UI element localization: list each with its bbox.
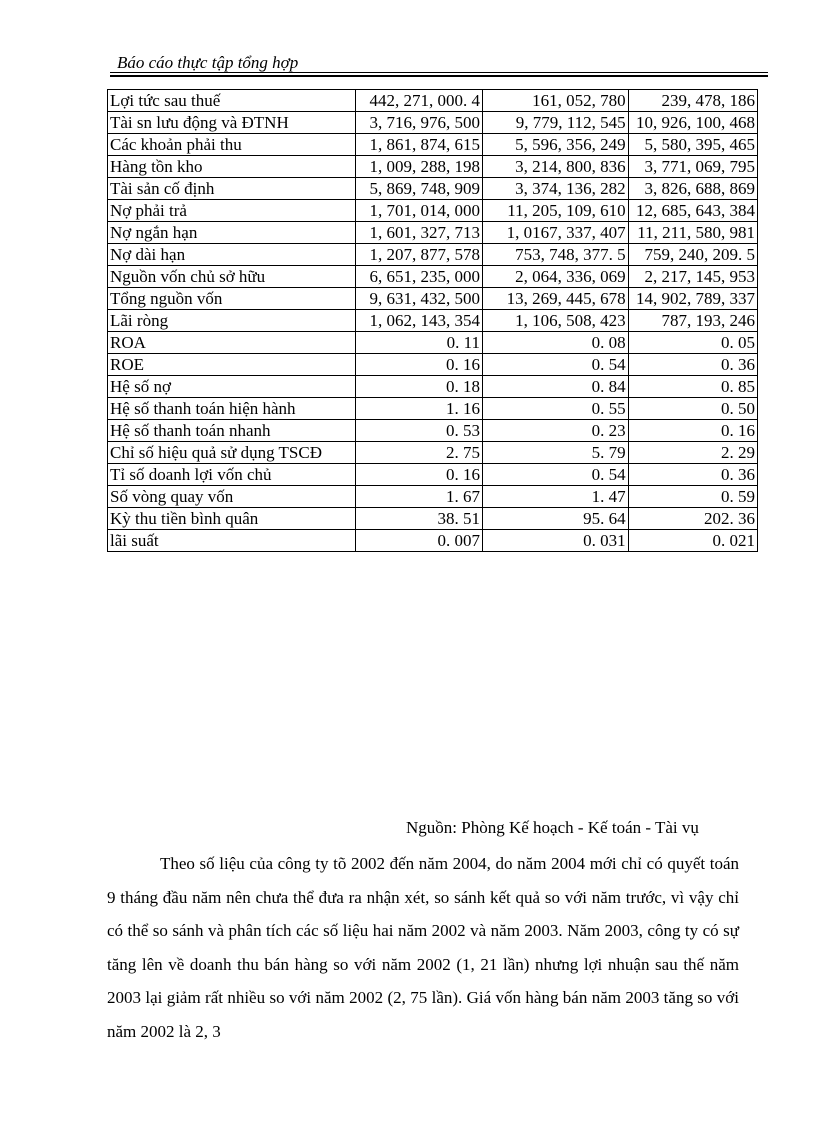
value-2002: 5, 869, 748, 909	[355, 178, 482, 200]
value-2003: 11, 205, 109, 610	[483, 200, 629, 222]
value-2002: 9, 631, 432, 500	[355, 288, 482, 310]
value-2003: 0. 08	[483, 332, 629, 354]
value-2002: 0. 16	[355, 354, 482, 376]
row-label: ROE	[108, 354, 356, 376]
value-2003: 1, 106, 508, 423	[483, 310, 629, 332]
financial-table	[107, 89, 758, 552]
value-2002: 6, 651, 235, 000	[355, 266, 482, 288]
value-2002: 1, 701, 014, 000	[355, 200, 482, 222]
body-paragraph: Theo số liệu của công ty tõ 2002 đến năm 2004, do năm 2004 mới chỉ có quyết toán 9 tháng đầu năm nên chưa thể đưa ra nhận xét, so sánh kết quả so với năm trước, vì vậy chỉ có thể so sánh và phân tích các số liệu hai năm 2002 và năm 2003. Năm 2003, công ty có sự tăng lên về doanh thu bán hàng so với năm 2002 (1, 21 lần) nhưng lợi nhuận sau thế năm 2003 lại giảm rất nhiều so với năm 2002 (2, 75 lần). Giá vốn hàng bán năm 2003 tăng so với năm 2002 là 2, 3	[107, 854, 739, 1041]
value-2002: 0. 16	[355, 464, 482, 486]
value-2002: 1, 062, 143, 354	[355, 310, 482, 332]
value-2004: 2, 217, 145, 953	[628, 266, 757, 288]
value-2002: 0. 11	[355, 332, 482, 354]
value-2002: 2. 75	[355, 442, 482, 464]
row-label: ROA	[108, 332, 356, 354]
value-2004: 10, 926, 100, 468	[628, 112, 757, 134]
value-2003: 9, 779, 112, 545	[483, 112, 629, 134]
value-2004: 3, 771, 069, 795	[628, 156, 757, 178]
value-2004: 11, 211, 580, 981	[628, 222, 757, 244]
value-2004: 5, 580, 395, 465	[628, 134, 757, 156]
value-2002: 442, 271, 000. 4	[355, 90, 482, 112]
value-2002: 0. 007	[355, 530, 482, 552]
value-2003: 95. 64	[483, 508, 629, 530]
table-row	[108, 420, 758, 442]
value-2002: 38. 51	[355, 508, 482, 530]
value-2004: 0. 85	[628, 376, 757, 398]
page-header-title: Báo cáo thực tập tổng hợp	[117, 53, 299, 72]
value-2004: 12, 685, 643, 384	[628, 200, 757, 222]
table-row	[108, 156, 758, 178]
value-2003: 161, 052, 780	[483, 90, 629, 112]
row-label: Tài sản cố định	[108, 178, 356, 200]
value-2003: 1, 0167, 337, 407	[483, 222, 629, 244]
value-2003: 1. 47	[483, 486, 629, 508]
value-2004: 0. 16	[628, 420, 757, 442]
table-row	[108, 442, 758, 464]
value-2003: 0. 031	[483, 530, 629, 552]
table-row	[108, 266, 758, 288]
table-source-note: Nguồn: Phòng Kế hoạch - Kế toán - Tài vụ	[406, 818, 699, 837]
table-row	[108, 112, 758, 134]
table-row	[108, 178, 758, 200]
row-label: Hàng tồn kho	[108, 156, 356, 178]
row-label: Nguồn vốn chủ sở hữu	[108, 266, 356, 288]
table-row	[108, 508, 758, 530]
table-row	[108, 332, 758, 354]
value-2003: 3, 374, 136, 282	[483, 178, 629, 200]
table-row	[108, 90, 758, 112]
table-row	[108, 134, 758, 156]
financial-table-body	[108, 90, 758, 552]
value-2002: 1, 861, 874, 615	[355, 134, 482, 156]
table-row	[108, 486, 758, 508]
row-label: Lãi ròng	[108, 310, 356, 332]
value-2003: 0. 55	[483, 398, 629, 420]
value-2004: 0. 021	[628, 530, 757, 552]
value-2002: 1, 009, 288, 198	[355, 156, 482, 178]
table-row	[108, 398, 758, 420]
value-2002: 3, 716, 976, 500	[355, 112, 482, 134]
row-label: Hệ số nợ	[108, 376, 356, 398]
value-2004: 3, 826, 688, 869	[628, 178, 757, 200]
value-2003: 5, 596, 356, 249	[483, 134, 629, 156]
row-label: Tổng nguồn vốn	[108, 288, 356, 310]
row-label: Tài sn lưu động và ĐTNH	[108, 112, 356, 134]
table-row	[108, 222, 758, 244]
table-row	[108, 310, 758, 332]
table-row	[108, 464, 758, 486]
value-2003: 0. 54	[483, 354, 629, 376]
value-2004: 787, 193, 246	[628, 310, 757, 332]
table-row	[108, 530, 758, 552]
table-row	[108, 354, 758, 376]
value-2003: 3, 214, 800, 836	[483, 156, 629, 178]
value-2003: 0. 84	[483, 376, 629, 398]
row-label: Các khoản phải thu	[108, 134, 356, 156]
row-label: Nợ dài hạn	[108, 244, 356, 266]
row-label: Hệ số thanh toán nhanh	[108, 420, 356, 442]
value-2004: 759, 240, 209. 5	[628, 244, 757, 266]
row-label: Hệ số thanh toán hiện hành	[108, 398, 356, 420]
row-label: Nợ ngắn hạn	[108, 222, 356, 244]
value-2004: 2. 29	[628, 442, 757, 464]
value-2004: 0. 36	[628, 354, 757, 376]
value-2004: 0. 05	[628, 332, 757, 354]
value-2002: 1, 207, 877, 578	[355, 244, 482, 266]
value-2002: 1. 16	[355, 398, 482, 420]
value-2003: 753, 748, 377. 5	[483, 244, 629, 266]
value-2003: 13, 269, 445, 678	[483, 288, 629, 310]
header-rule-thick	[110, 75, 768, 77]
value-2002: 0. 18	[355, 376, 482, 398]
value-2004: 0. 36	[628, 464, 757, 486]
value-2003: 0. 54	[483, 464, 629, 486]
table-row	[108, 244, 758, 266]
value-2004: 239, 478, 186	[628, 90, 757, 112]
value-2002: 0. 53	[355, 420, 482, 442]
row-label: Lợi tức sau thuế	[108, 90, 356, 112]
row-label: Tỉ số doanh lợi vốn chủ	[108, 464, 356, 486]
value-2004: 0. 50	[628, 398, 757, 420]
row-label: Chỉ số hiệu quả sử dụng TSCĐ	[108, 442, 356, 464]
table-row	[108, 376, 758, 398]
row-label: lãi suất	[108, 530, 356, 552]
value-2004: 0. 59	[628, 486, 757, 508]
value-2004: 14, 902, 789, 337	[628, 288, 757, 310]
row-label: Số vòng quay vốn	[108, 486, 356, 508]
value-2002: 1, 601, 327, 713	[355, 222, 482, 244]
row-label: Kỳ thu tiền bình quân	[108, 508, 356, 530]
table-row	[108, 200, 758, 222]
value-2003: 5. 79	[483, 442, 629, 464]
value-2002: 1. 67	[355, 486, 482, 508]
value-2003: 0. 23	[483, 420, 629, 442]
header-rule-thin	[110, 72, 768, 73]
value-2003: 2, 064, 336, 069	[483, 266, 629, 288]
row-label: Nợ phải trả	[108, 200, 356, 222]
value-2004: 202. 36	[628, 508, 757, 530]
table-row	[108, 288, 758, 310]
